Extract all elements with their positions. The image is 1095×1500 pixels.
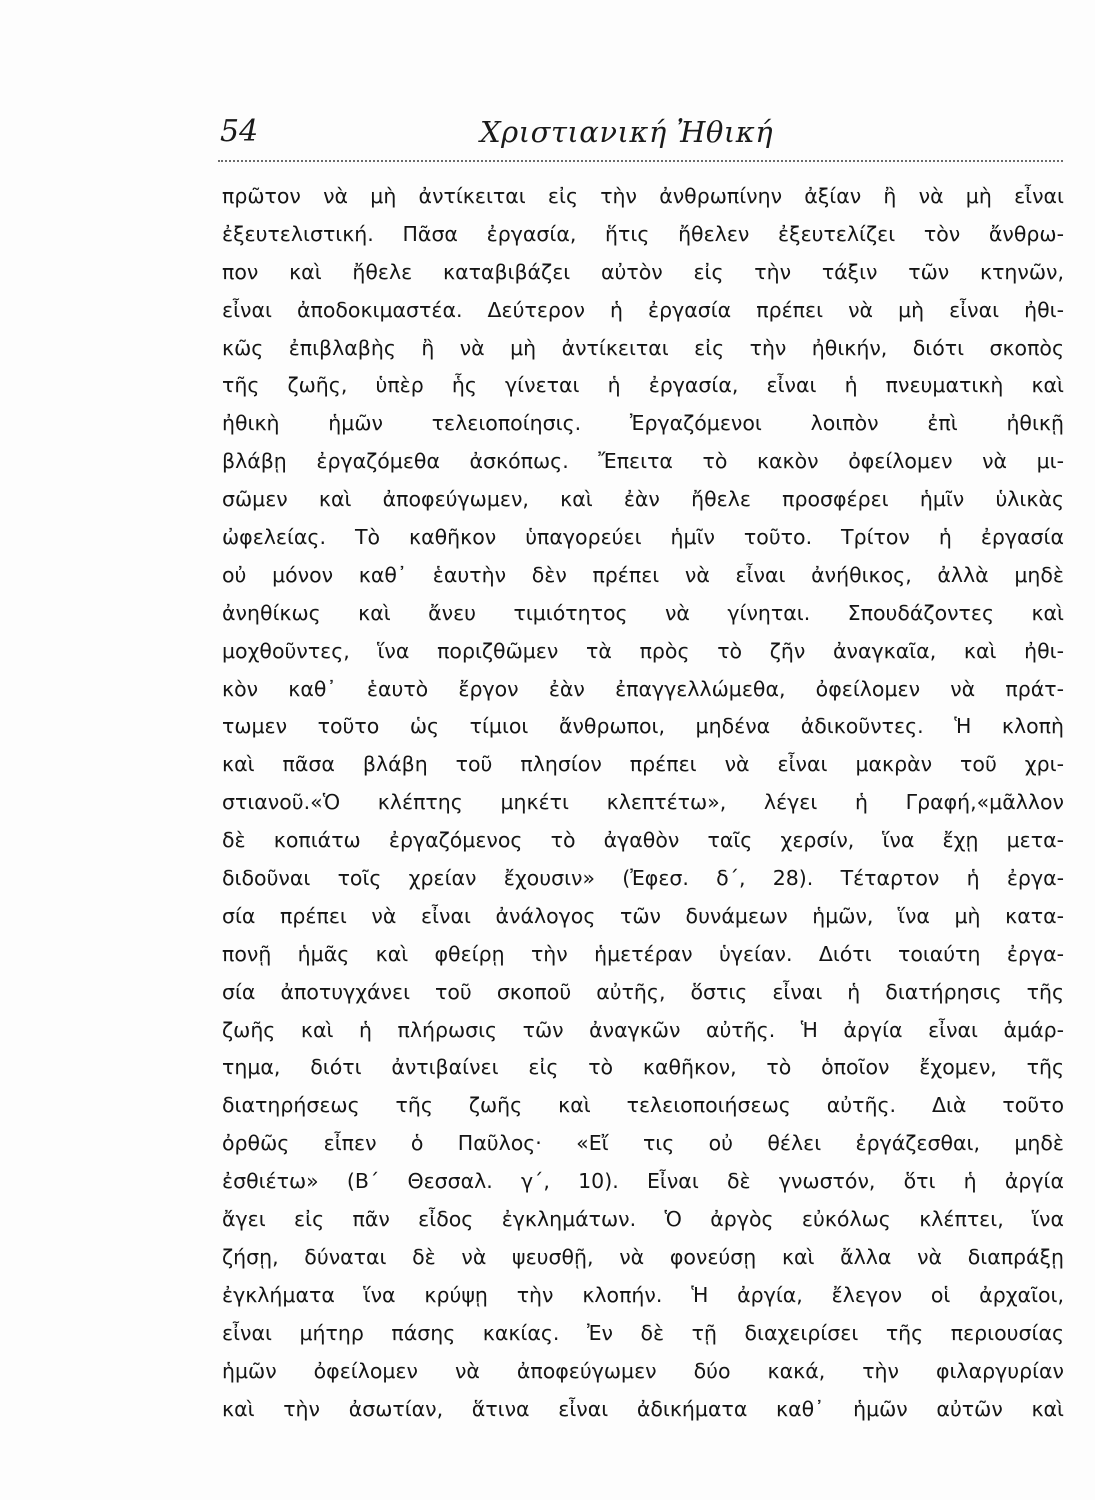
text-line: σία ἀποτυγχάνει τοῦ σκοποῦ αὐτῆς, ὅστις εἶναι ἡ διατήρησις τῆς <box>222 979 1064 1004</box>
text-line: ἠθικὴ ἡμῶν τελειοποίησις. Ἐργαζόμενοι λοιπὸν ἐπὶ ἠθικῇ <box>222 411 1064 436</box>
text-line: βλάβῃ ἐργαζόμεθα ἀσκόπως. Ἔπειτα τὸ κακὸν ὀφείλομεν νὰ μι- <box>222 449 1064 474</box>
text-line: ἐξευτελιστική. Πᾶσα ἐργασία, ἥτις ἤθελεν ἐξευτελίζει τὸν ἄνθρω- <box>222 221 1064 246</box>
header-divider <box>218 160 1063 162</box>
text-line: τωμεν τοῦτο ὡς τίμιοι ἄνθρωποι, μηδένα ἀδικοῦντες. Ἡ κλοπὴ <box>222 714 1064 739</box>
text-line: διδοῦναι τοῖς χρείαν ἔχουσιν» (Ἐφεσ. δ΄, 28). Τέταρτον ἡ ἐργα- <box>222 866 1064 891</box>
text-line: ζήσῃ, δύναται δὲ νὰ ψευσθῇ, νὰ φονεύσῃ καὶ ἄλλα νὰ διαπράξῃ <box>222 1244 1064 1269</box>
text-line: καὶ τὴν ἀσωτίαν, ἅτινα εἶναι ἀδικήματα καθ᾽ ἡμῶν αὐτῶν καὶ <box>222 1396 1064 1421</box>
text-line: σῶμεν καὶ ἀποφεύγωμεν, καὶ ἐὰν ἤθελε προσφέρει ἡμῖν ὑλικὰς <box>222 487 1064 512</box>
body-text <box>222 178 1064 1428</box>
text-line: σία πρέπει νὰ εἶναι ἀνάλογος τῶν δυνάμεων ἡμῶν, ἵνα μὴ κατα- <box>222 903 1064 928</box>
text-line: πον καὶ ἤθελε καταβιβάζει αὐτὸν εἰς τὴν τάξιν τῶν κτηνῶν, <box>222 259 1064 284</box>
text-line: ἐσθιέτω» (Β΄ Θεσσαλ. γ΄, 10). Εἶναι δὲ γνωστόν, ὅτι ἡ ἀργία <box>222 1169 1064 1194</box>
text-line: ὀρθῶς εἶπεν ὁ Παῦλος· «Εἴ τις οὐ θέλει ἐργάζεσθαι, μηδὲ <box>222 1131 1064 1156</box>
page-number: 54 <box>220 114 259 149</box>
text-line: κῶς ἐπιβλαβὴς ἢ νὰ μὴ ἀντίκειται εἰς τὴν ἠθικήν, διότι σκοπὸς <box>222 335 1064 360</box>
text-line: ζωῆς καὶ ἡ πλήρωσις τῶν ἀναγκῶν αὐτῆς. Ἡ ἀργία εἶναι ἁμάρ- <box>222 1017 1064 1042</box>
text-line: πρῶτον νὰ μὴ ἀντίκειται εἰς τὴν ἀνθρωπίνην ἀξίαν ἢ νὰ μὴ εἶναι <box>222 184 1064 208</box>
text-line: ἐγκλήματα ἵνα κρύψῃ τὴν κλοπήν. Ἡ ἀργία, ἔλεγον οἱ ἀρχαῖοι, <box>222 1282 1064 1307</box>
text-line: ὠφελείας. Τὸ καθῆκον ὑπαγορεύει ἡμῖν τοῦτο. Τρίτον ἡ ἐργασία <box>222 525 1064 550</box>
text-line: δὲ κοπιάτω ἐργαζόμενος τὸ ἀγαθὸν ταῖς χερσίν, ἵνα ἔχῃ μετα- <box>222 828 1064 853</box>
text-line: τημα, διότι ἀντιβαίνει εἰς τὸ καθῆκον, τὸ ὁποῖον ἔχομεν, τῆς <box>222 1055 1064 1080</box>
text-line: μοχθοῦντες, ἵνα ποριζθῶμεν τὰ πρὸς τὸ ζῆν ἀναγκαῖα, καὶ ἠθι- <box>222 638 1064 663</box>
text-line: οὐ μόνον καθ᾽ ἑαυτὴν δὲν πρέπει νὰ εἶναι ἀνήθικος, ἀλλὰ μηδὲ <box>222 562 1064 587</box>
text-line: κὸν καθ᾽ ἑαυτὸ ἔργον ἐὰν ἐπαγγελλώμεθα, ὀφείλομεν νὰ πράτ- <box>222 676 1064 701</box>
text-line: ἄγει εἰς πᾶν εἶδος ἐγκλημάτων. Ὁ ἀργὸς εὐκόλως κλέπτει, ἵνα <box>222 1207 1064 1232</box>
text-line: διατηρήσεως τῆς ζωῆς καὶ τελειοποιήσεως αὐτῆς. Διὰ τοῦτο <box>222 1093 1064 1118</box>
text-line: ἀνηθίκως καὶ ἄνευ τιμιότητος νὰ γίνηται. Σπουδάζοντες καὶ <box>222 600 1064 625</box>
page-header <box>220 112 1062 156</box>
text-line: εἶναι μήτηρ πάσης κακίας. Ἐν δὲ τῇ διαχειρίσει τῆς περιουσίας <box>222 1320 1064 1345</box>
text-line: τῆς ζωῆς, ὑπὲρ ἧς γίνεται ἡ ἐργασία, εἶναι ἡ πνευματικὴ καὶ <box>222 373 1064 398</box>
text-line: εἶναι ἀποδοκιμαστέα. Δεύτερον ἡ ἐργασία πρέπει νὰ μὴ εἶναι ἠθι- <box>222 297 1064 322</box>
text-line: ἡμῶν ὀφείλομεν νὰ ἀποφεύγωμεν δύο κακά, τὴν φιλαργυρίαν <box>222 1358 1064 1383</box>
text-line: καὶ πᾶσα βλάβη τοῦ πλησίον πρέπει νὰ εἶναι μακρὰν τοῦ χρι- <box>222 752 1064 777</box>
text-line: στιανοῦ.«Ὁ κλέπτης μηκέτι κλεπτέτω», λέγει ἡ Γραφή,«μᾶλλον <box>222 790 1064 815</box>
running-title: Χριστιανική Ἠθική <box>480 115 774 149</box>
text-line: πονῇ ἡμᾶς καὶ φθείρῃ τὴν ἡμετέραν ὑγείαν. Διότι τοιαύτη ἐργα- <box>222 941 1064 966</box>
